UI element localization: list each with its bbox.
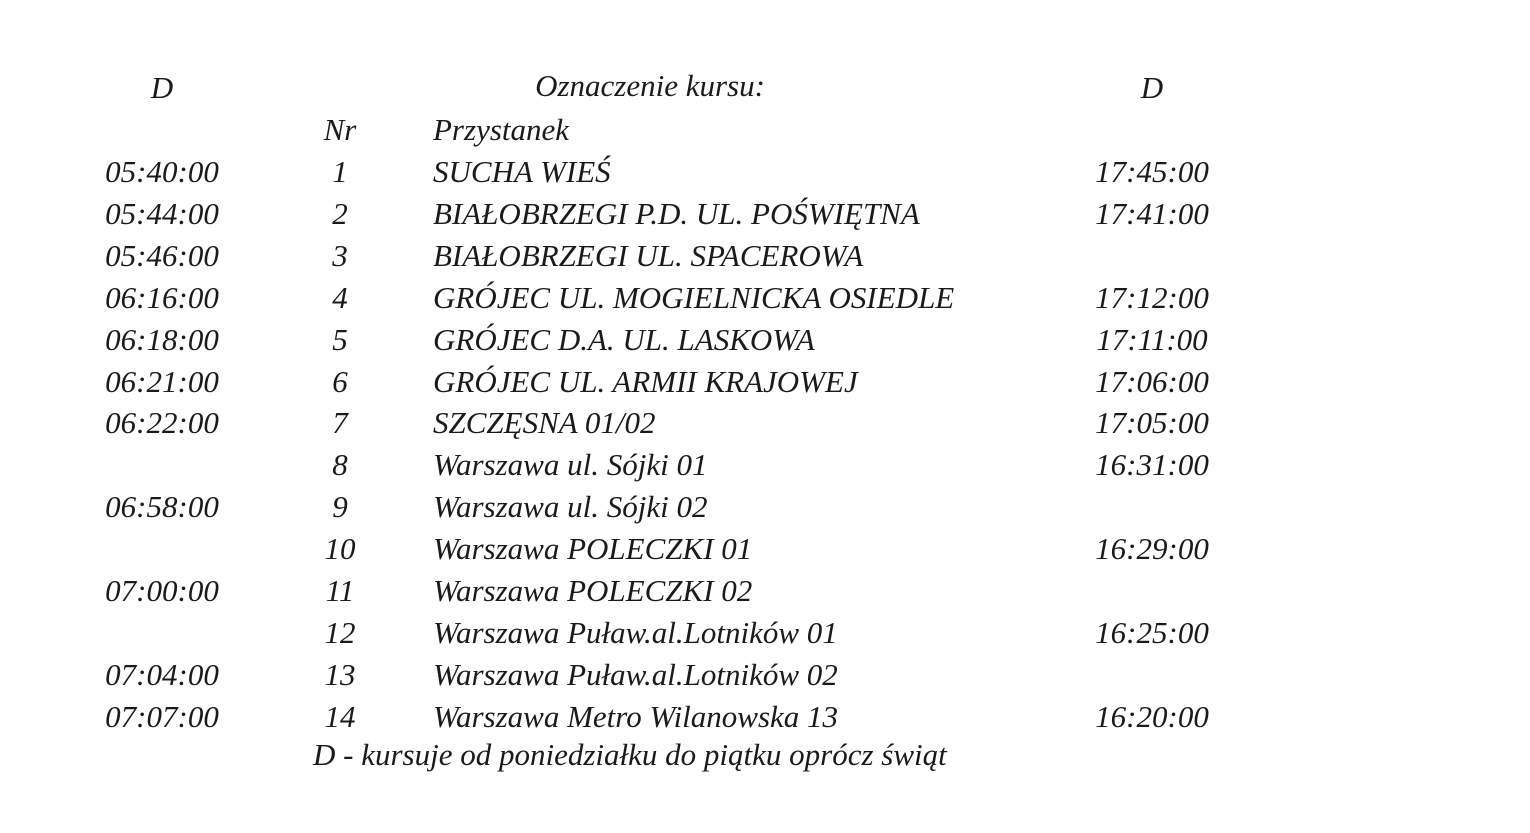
stop-name: Warszawa POLECZKI 02: [433, 573, 753, 608]
stop-name: BIAŁOBRZEGI P.D. UL. POŚWIĘTNA: [433, 196, 920, 231]
stop-number: 10: [324, 531, 356, 566]
stop-name: Warszawa POLECZKI 01: [433, 531, 753, 566]
departure-time: 05:44:00: [105, 196, 219, 231]
departure-time: 07:07:00: [105, 699, 219, 734]
stop-name: SZCZĘSNA 01/02: [433, 405, 656, 440]
return-time: 17:12:00: [1095, 280, 1209, 315]
stop-number: 13: [324, 657, 356, 692]
return-time: 16:29:00: [1095, 531, 1209, 566]
stop-name: Warszawa ul. Sójki 01: [433, 447, 708, 482]
stop-name: GRÓJEC UL. MOGIELNICKA OSIEDLE: [433, 280, 955, 315]
return-time: 16:25:00: [1095, 615, 1209, 650]
footnote: D - kursuje od poniedziałku do piątku oprócz świąt: [313, 737, 947, 772]
nr-column-header: Nr: [323, 112, 357, 147]
stop-name: Warszawa Puław.al.Lotników 02: [433, 657, 838, 692]
stop-number: 3: [332, 238, 348, 273]
stop-name: Warszawa Puław.al.Lotników 01: [433, 615, 838, 650]
return-time: 17:45:00: [1095, 154, 1209, 189]
stop-number: 6: [332, 364, 348, 399]
return-time: 17:06:00: [1095, 364, 1209, 399]
departure-time: 07:00:00: [105, 573, 219, 608]
stop-name: Warszawa ul. Sójki 02: [433, 489, 708, 524]
stop-number: 14: [324, 699, 356, 734]
stop-number: 12: [324, 615, 356, 650]
stop-number: 2: [332, 196, 348, 231]
stop-number: 11: [325, 573, 355, 608]
departure-time: 06:21:00: [105, 364, 219, 399]
left-course-label: D: [150, 70, 174, 105]
return-time: 17:11:00: [1096, 322, 1208, 357]
departure-time: 05:40:00: [105, 154, 219, 189]
return-time: 16:20:00: [1095, 699, 1209, 734]
stop-name: GRÓJEC UL. ARMII KRAJOWEJ: [433, 364, 858, 399]
return-time: 16:31:00: [1095, 447, 1209, 482]
departure-time: 05:46:00: [105, 238, 219, 273]
stop-number: 4: [332, 280, 348, 315]
departure-time: 06:58:00: [105, 489, 219, 524]
right-course-label: D: [1140, 70, 1164, 105]
return-time: 17:41:00: [1095, 196, 1209, 231]
stop-number: 7: [332, 405, 348, 440]
stop-number: 5: [332, 322, 348, 357]
departure-time: 06:16:00: [105, 280, 219, 315]
stop-number: 1: [332, 154, 348, 189]
stop-column-header: Przystanek: [433, 112, 570, 147]
departure-time: 06:22:00: [105, 405, 219, 440]
stop-name: Warszawa Metro Wilanowska 13: [433, 699, 839, 734]
departure-time: 06:18:00: [105, 322, 219, 357]
course-designation-label: Oznaczenie kursu:: [535, 68, 765, 103]
stop-name: SUCHA WIEŚ: [433, 154, 611, 189]
stop-number: 9: [332, 489, 348, 524]
stop-name: GRÓJEC D.A. UL. LASKOWA: [433, 322, 815, 357]
stop-name: BIAŁOBRZEGI UL. SPACEROWA: [433, 238, 864, 273]
departure-time: 07:04:00: [105, 657, 219, 692]
return-time: 17:05:00: [1095, 405, 1209, 440]
stop-number: 8: [332, 447, 348, 482]
